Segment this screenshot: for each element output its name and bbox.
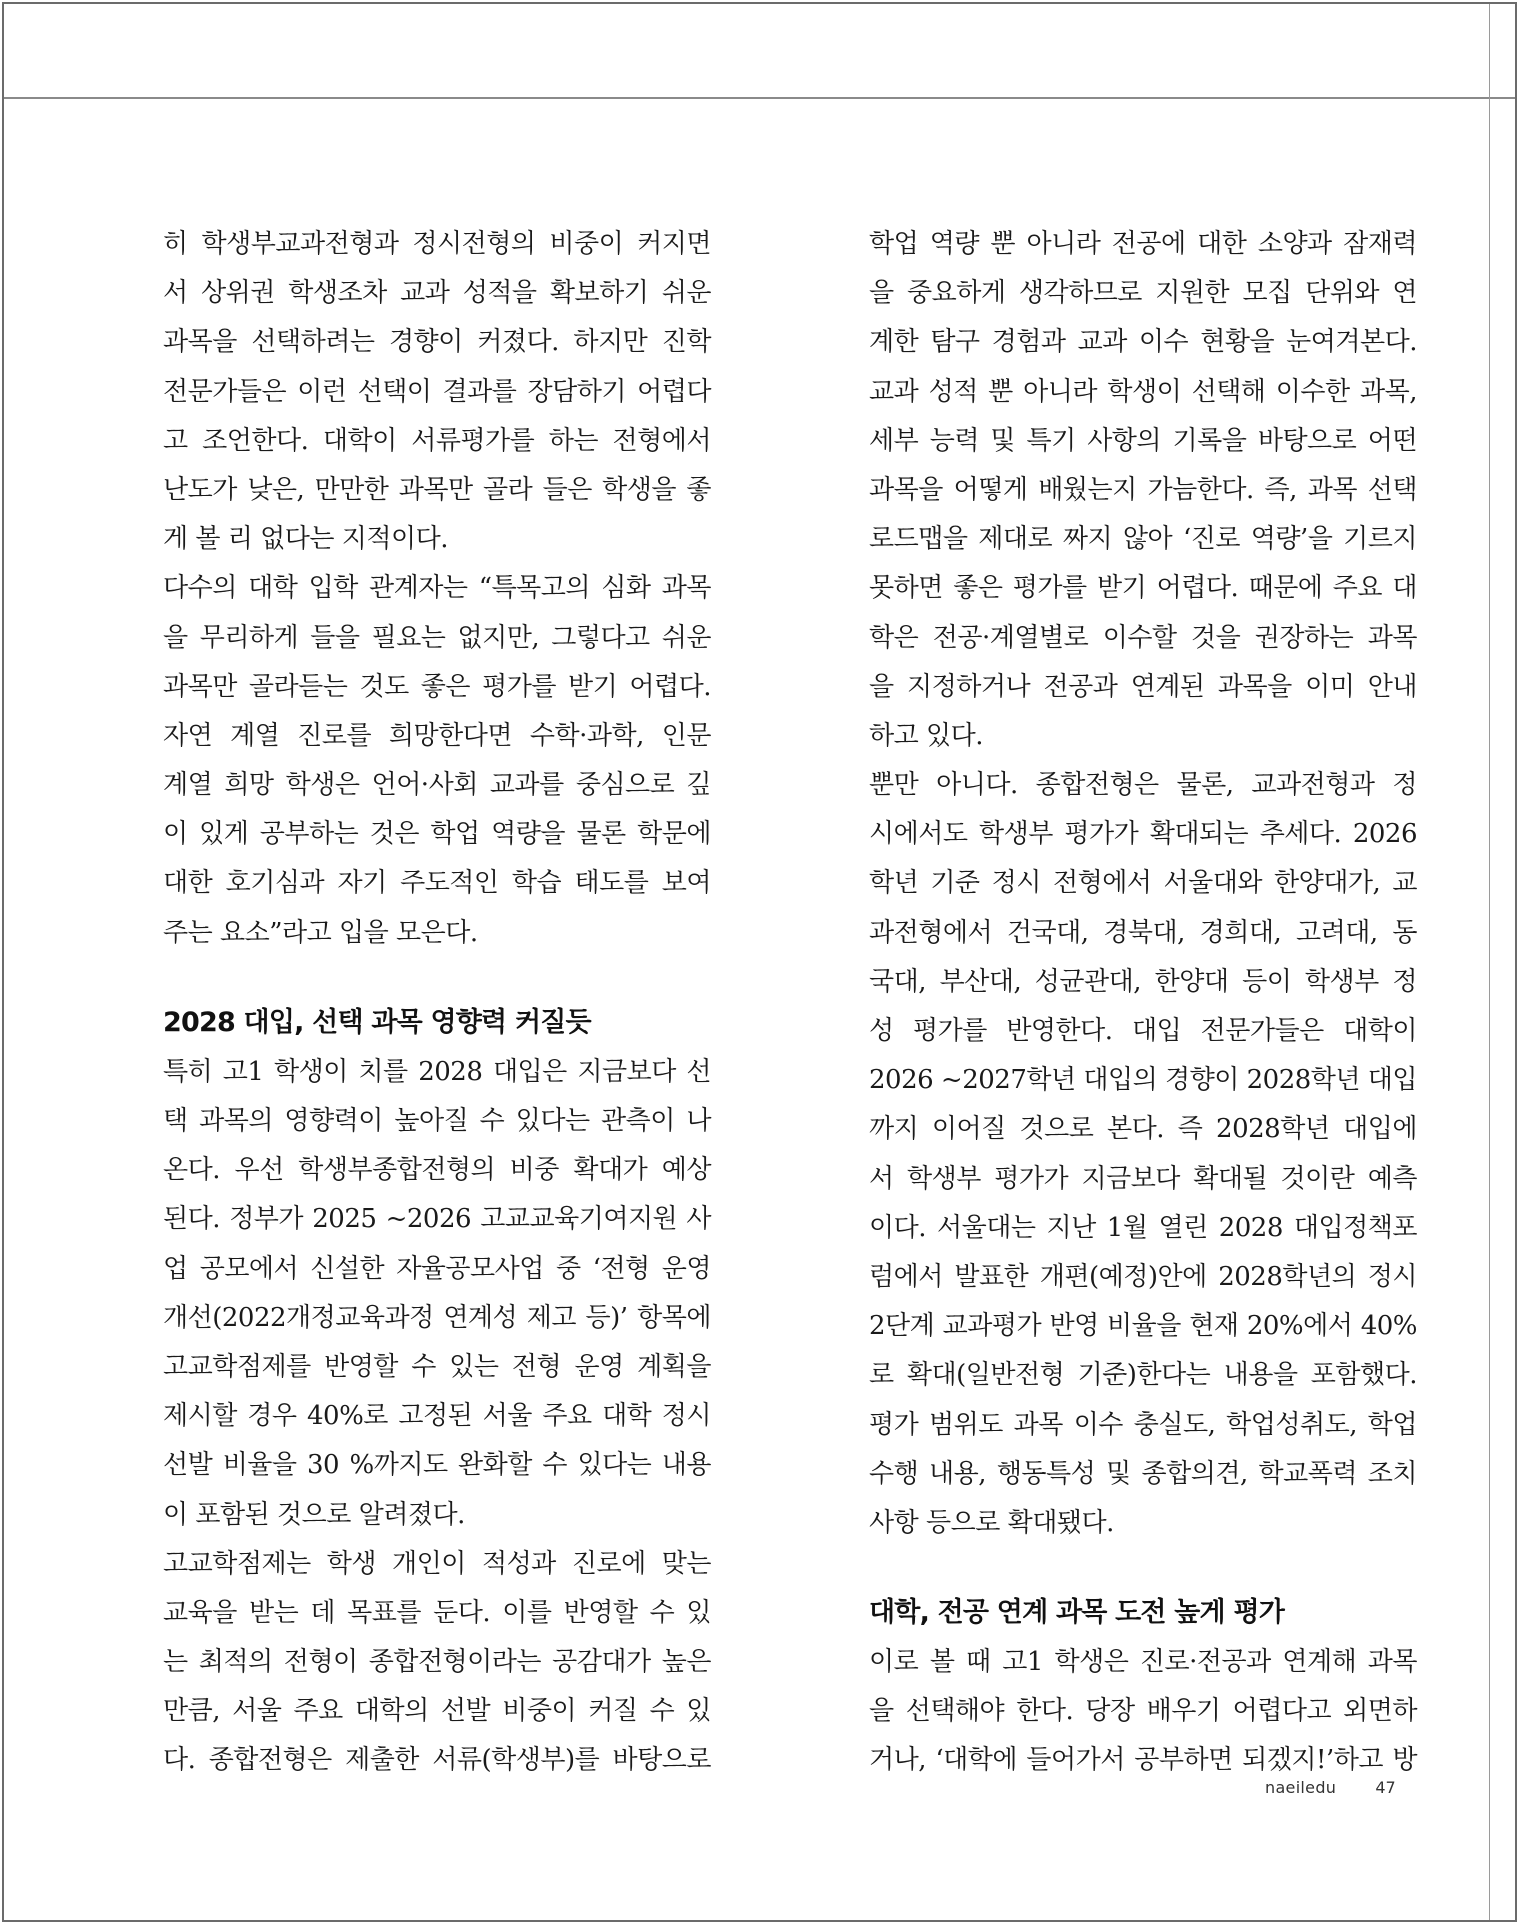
publication-name: naeiledu	[1265, 1778, 1337, 1797]
left-column	[163, 220, 711, 1786]
text-line: 시에서도 학생부 평가가 확대되는 추세다. 2026	[869, 819, 1417, 850]
text-line: 2단계 교과평가 반영 비율을 현재 20%에서 40%	[869, 1311, 1417, 1342]
text-line: 학은 전공·계열별로 이수할 것을 권장하는 과목	[869, 622, 1417, 653]
text-line: 계한 탐구 경험과 교과 이수 현황을 눈여겨본다.	[869, 327, 1417, 358]
paragraph	[163, 564, 711, 958]
text-line: 이 포함된 것으로 알려졌다.	[163, 1499, 465, 1530]
page-number: 47	[1375, 1778, 1396, 1797]
text-line: 평가 범위도 과목 이수 충실도, 학업성취도, 학업	[869, 1409, 1417, 1440]
text-line: 못하면 좋은 평가를 받기 어렵다. 때문에 주요 대	[869, 573, 1417, 604]
text-line: 선발 비율을 30 %까지도 완화할 수 있다는 내용	[163, 1450, 711, 1481]
text-line: 계열 희망 학생은 언어·사회 교과를 중심으로 깊	[163, 770, 711, 801]
text-line: 과전형에서 건국대, 경북대, 경희대, 고려대, 동	[869, 917, 1417, 948]
text-line: 거나, ‘대학에 들어가서 공부하면 되겠지!’하고 방	[869, 1745, 1417, 1776]
right-column	[869, 220, 1417, 1786]
text-line: 학업 역량 뿐 아니라 전공에 대한 소양과 잠재력	[869, 229, 1417, 259]
text-line: 택 과목의 영향력이 높아질 수 있다는 관측이 나	[163, 1106, 711, 1136]
text-line: 교육을 받는 데 목표를 둔다. 이를 반영할 수 있	[163, 1597, 711, 1628]
text-line: 을 지정하거나 전공과 연계된 과목을 이미 안내	[869, 671, 1417, 702]
text-line: 을 무리하게 들을 필요는 없지만, 그렇다고 쉬운	[163, 622, 711, 653]
section-heading: 2028 대입, 선택 과목 영향력 커질듯	[163, 1006, 591, 1038]
text-line: 주는 요소”라고 입을 모은다.	[163, 917, 478, 948]
header-rule	[4, 97, 1515, 99]
paragraph	[163, 220, 711, 564]
text-line: 까지 이어질 것으로 본다. 즉 2028학년 대입에	[869, 1114, 1417, 1145]
text-line: 이 있게 공부하는 것은 학업 역량을 물론 학문에	[163, 819, 711, 850]
text-line: 로드맵을 제대로 짜지 않아 ‘진로 역량’을 기르지	[869, 524, 1417, 555]
text-line: 수행 내용, 행동특성 및 종합의견, 학교폭력 조치	[869, 1458, 1417, 1489]
text-line: 과목을 어떻게 배웠는지 가늠한다. 즉, 과목 선택	[869, 474, 1417, 505]
text-line: 온다. 우선 학생부종합전형의 비중 확대가 예상	[163, 1155, 711, 1186]
text-line: 서 상위권 학생조차 교과 성적을 확보하기 쉬운	[163, 278, 711, 309]
text-line: 사항 등으로 확대됐다.	[869, 1507, 1114, 1538]
text-line: 다수의 대학 입학 관계자는 “특목고의 심화 과목	[163, 573, 711, 604]
text-line: 다. 종합전형은 제출한 서류(학생부)를 바탕으로	[163, 1745, 711, 1776]
text-line: 과목만 골라듣는 것도 좋은 평가를 받기 어렵다.	[163, 671, 711, 702]
text-line: 고 조언한다. 대학이 서류평가를 하는 전형에서	[163, 425, 711, 456]
text-line: 히 학생부교과전형과 정시전형의 비중이 커지면	[163, 229, 711, 259]
text-line: 난도가 낮은, 만만한 과목만 골라 들은 학생을 좋	[163, 474, 711, 505]
text-line: 이다. 서울대는 지난 1월 열린 2028 대입정책포	[869, 1212, 1417, 1243]
text-line: 뿐만 아니다. 종합전형은 물론, 교과전형과 정	[869, 770, 1417, 801]
paragraph	[163, 1540, 711, 1786]
section-heading: 대학, 전공 연계 과목 도전 높게 평가	[869, 1597, 1285, 1629]
text-line: 서 학생부 평가가 지금보다 확대될 것이란 예측	[869, 1163, 1417, 1194]
text-line: 만큼, 서울 주요 대학의 선발 비중이 커질 수 있	[163, 1696, 711, 1727]
text-line: 국대, 부산대, 성균관대, 한양대 등이 학생부 정	[869, 966, 1417, 997]
text-line: 업 공모에서 신설한 자율공모사업 중 ‘전형 운영	[163, 1253, 711, 1284]
text-line: 세부 능력 및 특기 사항의 기록을 바탕으로 어떤	[869, 425, 1417, 456]
text-line: 고교학점제를 반영할 수 있는 전형 운영 계획을	[163, 1351, 711, 1382]
text-line: 고교학점제는 학생 개인이 적성과 진로에 맞는	[163, 1548, 711, 1579]
text-line: 전문가들은 이런 선택이 결과를 장담하기 어렵다	[163, 376, 711, 407]
text-line: 럼에서 발표한 개편(예정)안에 2028학년의 정시	[869, 1261, 1417, 1292]
text-line: 과목을 선택하려는 경향이 커졌다. 하지만 진학	[163, 327, 711, 358]
text-line: 게 볼 리 없다는 지적이다.	[163, 524, 448, 555]
page-edge-line	[1489, 4, 1490, 1920]
paragraph	[869, 1638, 1417, 1786]
text-line: 교과 성적 뿐 아니라 학생이 선택해 이수한 과목,	[869, 376, 1417, 407]
page-footer	[1265, 1778, 1396, 1797]
text-line: 2026 ~2027학년 대입의 경향이 2028학년 대입	[869, 1065, 1418, 1096]
text-line: 성 평가를 반영한다. 대입 전문가들은 대학이	[869, 1016, 1417, 1046]
paragraph	[869, 761, 1417, 1548]
text-line: 대한 호기심과 자기 주도적인 학습 태도를 보여	[163, 868, 711, 899]
text-line: 는 최적의 전형이 종합전형이라는 공감대가 높은	[163, 1647, 711, 1678]
text-line: 자연 계열 진로를 희망한다면 수학·과학, 인문	[163, 720, 711, 751]
text-line: 특히 고1 학생이 치를 2028 대입은 지금보다 선	[163, 1056, 711, 1087]
paragraph	[869, 220, 1417, 761]
text-line: 제시할 경우 40%로 고정된 서울 주요 대학 정시	[163, 1401, 711, 1432]
text-line: 개선(2022개정교육과정 연계성 제고 등)’ 항목에	[163, 1302, 711, 1333]
text-line: 된다. 정부가 2025 ~2026 고교교육기여지원 사	[163, 1204, 711, 1235]
text-line: 학년 기준 정시 전형에서 서울대와 한양대가, 교	[869, 868, 1417, 899]
text-line: 하고 있다.	[869, 720, 983, 751]
text-line: 로 확대(일반전형 기준)한다는 내용을 포함했다.	[869, 1360, 1417, 1391]
text-line: 을 선택해야 한다. 당장 배우기 어렵다고 외면하	[869, 1696, 1417, 1727]
paragraph	[163, 1048, 711, 1540]
text-line: 을 중요하게 생각하므로 지원한 모집 단위와 연	[869, 278, 1417, 309]
text-line: 이로 볼 때 고1 학생은 진로·전공과 연계해 과목	[869, 1647, 1417, 1678]
